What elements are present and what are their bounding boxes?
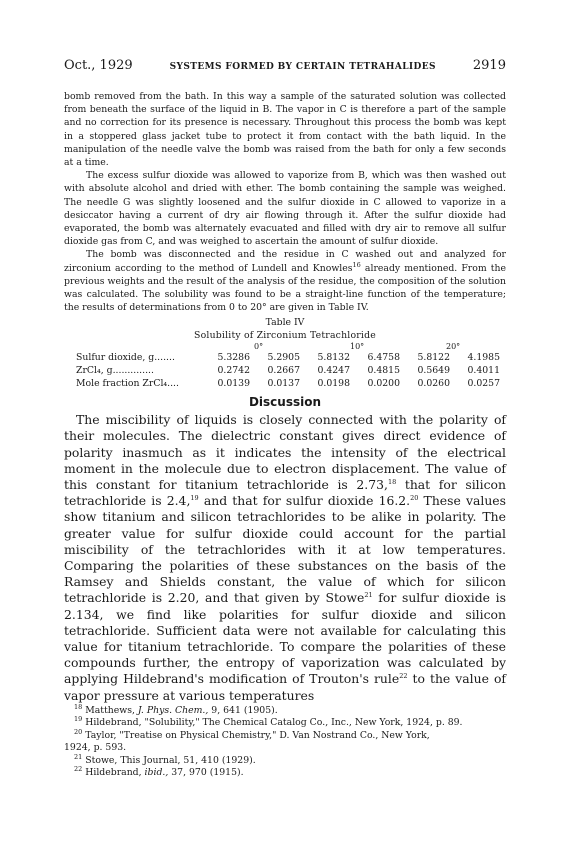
footnote-number: 18 [74, 702, 83, 711]
footnote-text: Matthews, [85, 704, 138, 716]
footnote-20 [64, 727, 506, 742]
discussion-text-2: that for silicon tetrachloride is 2.4, [64, 477, 506, 509]
footnotes [64, 702, 506, 779]
discussion-text-1: The miscibility of liquids is closely connected with the polarity of their molecules. The dielectric constant gives direct evidence of polarity inasmuch as it indicates the intensity of the electrical moment in the molecule due to electron displacement. The value of this constant for titanium tetrachloride is 2.73, [64, 412, 506, 493]
row-label: Mole fraction ZrCl₄.... [76, 377, 179, 389]
footnote-22 [64, 764, 506, 779]
row-label: ZrCl₄, g.............. [76, 365, 154, 377]
footnote-ref-20: 20 [410, 494, 419, 503]
footnote-text: Taylor, "Treatise on Physical Chemistry," D. Van Nostrand Co., New York, [85, 729, 430, 741]
table-cell: 0.5649 [417, 365, 450, 377]
temp-20: 20° [446, 342, 461, 352]
table-title: Table IV [265, 317, 305, 329]
table-caption: Solubility of Zirconium Tetrachloride [194, 330, 376, 342]
footnote-text: 1924, p. 593. [64, 742, 127, 754]
table-cell: 0.0260 [417, 377, 450, 389]
paragraph-3-part-a: The bomb was disconnected and the residue in C washed out and analyzed for zirconium according to the method of Lundell and Knowles [64, 249, 506, 274]
discussion-text-6: to the value of vapor pressure at various temperatures [64, 671, 506, 703]
table-cell: 0.2667 [267, 365, 300, 377]
table-cell: 0.0200 [367, 377, 400, 389]
experimental-text [64, 90, 506, 314]
table-cell: 0.0198 [317, 377, 350, 389]
table-cell: 4.1985 [467, 352, 500, 364]
section-heading: Discussion [248, 395, 322, 410]
temperature-header [74, 342, 506, 352]
header-title: SYSTEMS FORMED BY CERTAIN TETRAHALIDES [169, 62, 436, 72]
journal-page [64, 58, 506, 779]
footnote-number: 20 [74, 727, 83, 736]
footnote-21 [64, 752, 506, 767]
paragraph-3-part-b: already mentioned. From the previous weights and the result of the analysis of the residue, the composition of the solution was calculated. The solubility was found to be a straight-line function of the temperature; the results of determinations from 0 to 20° are given in Table IV. [64, 262, 506, 314]
footnote-text: Stowe, This Journal, 51, 410 (1929). [85, 754, 256, 766]
footnote-20-continued [64, 742, 506, 754]
discussion-text-5: for sulfur dioxide is 2.134, we find like polarities for sulfur dioxide and silicon tetrachloride. Sufficient data were not available for calculating this value for titanium tetrachloride. To compare the polarities of these compounds further, the entropy of vaporization was calculated by applying Hildebrand's modification of Trouton's rule [64, 590, 506, 687]
table-cell: 0.0137 [267, 377, 300, 389]
header-date: Oct., 1929 [64, 58, 133, 73]
paragraph-1: bomb removed from the bath. In this way a sample of the saturated solution was collected from beneath the surface of the liquid in B. The vapor in C is therefore a part of the sample and no correction for its presence is necessary. Throughout this process the bomb was kept in a stoppered glass jacket tube to protect it from contact with the bath liquid. In the manipulation of the needle valve the bomb was raised from the bath for only a few seconds at a time. [64, 91, 506, 169]
footnote-journal: J. Phys. Chem., [137, 704, 209, 716]
table-cell: 0.0257 [467, 377, 500, 389]
table-row [74, 352, 502, 365]
table-row [74, 378, 502, 391]
footnote-ref-19: 19 [190, 494, 199, 503]
page-number: 2919 [472, 58, 506, 73]
table-cell: 0.0139 [217, 377, 250, 389]
table-cell: 5.3286 [217, 352, 250, 364]
discussion-text-4: These values show titanium and silicon tetrachlorides to be alike in polarity. The greater value for sulfur dioxide could account for the partial miscibility of the tetrachlorides with it at low temperatures. Comparing the polarities of these substances on the basis of the Ramsey and Shields constant, the value of which for silicon tetrachloride is 2.20, and that given by Stowe [64, 493, 506, 606]
table-cell: 0.2742 [217, 365, 250, 377]
row-label: Sulfur dioxide, g....... [76, 352, 175, 364]
discussion-text-3: and that for sulfur dioxide 16.2. [198, 493, 411, 509]
table-cell: 6.4758 [367, 352, 400, 364]
footnote-text: Hildebrand, "Solubility," The Chemical Catalog Co., Inc., New York, 1924, p. 89. [85, 717, 463, 729]
table-cell: 0.4247 [317, 365, 350, 377]
paragraph-2: The excess sulfur dioxide was allowed to vaporize from B, which was then washed out with absolute alcohol and dried with ether. The bomb containing the sample was weighed. The needle G was slightly loosened and the sulfur dioxide in C allowed to vaporize in a desiccator having a current of dry air flowing through it. After the sulfur dioxide had evaporated, the bomb was alternately evacuated and filled with dry air to remove all sulfur dioxide gas from C, and was weighed to ascertain the amount of sulfur dioxide. [64, 170, 506, 248]
footnote-number: 21 [74, 752, 83, 761]
table-cell: 5.8132 [317, 352, 350, 364]
temp-10: 10° [350, 342, 365, 352]
discussion-paragraph [64, 412, 506, 704]
paragraph-3 [64, 248, 506, 314]
footnote-19 [64, 717, 506, 729]
footnote-citation: 9, 641 (1905). [208, 704, 278, 716]
table-row [74, 365, 502, 378]
footnote-citation: 37, 970 (1915). [168, 766, 244, 778]
footnote-text: Hildebrand, [85, 766, 145, 778]
footnote-ref-18: 18 [387, 477, 397, 486]
table-cell: 5.8122 [417, 352, 450, 364]
table-cell: 0.4815 [367, 365, 400, 377]
footnote-ref-21: 21 [364, 591, 373, 600]
footnote-ref-16: 16 [352, 260, 361, 269]
discussion-text [64, 412, 506, 704]
footnote-number: 22 [74, 764, 83, 773]
table-cell: 0.4011 [467, 365, 500, 377]
temp-0: 0° [254, 342, 264, 352]
table-cell: 5.2905 [267, 352, 300, 364]
footnote-number: 19 [74, 715, 83, 724]
footnote-journal: ibid., [144, 766, 169, 778]
solubility-table [74, 352, 502, 390]
footnote-18 [64, 702, 506, 717]
table-iv [64, 316, 506, 390]
footnote-ref-22: 22 [399, 672, 408, 681]
running-header [64, 58, 506, 75]
